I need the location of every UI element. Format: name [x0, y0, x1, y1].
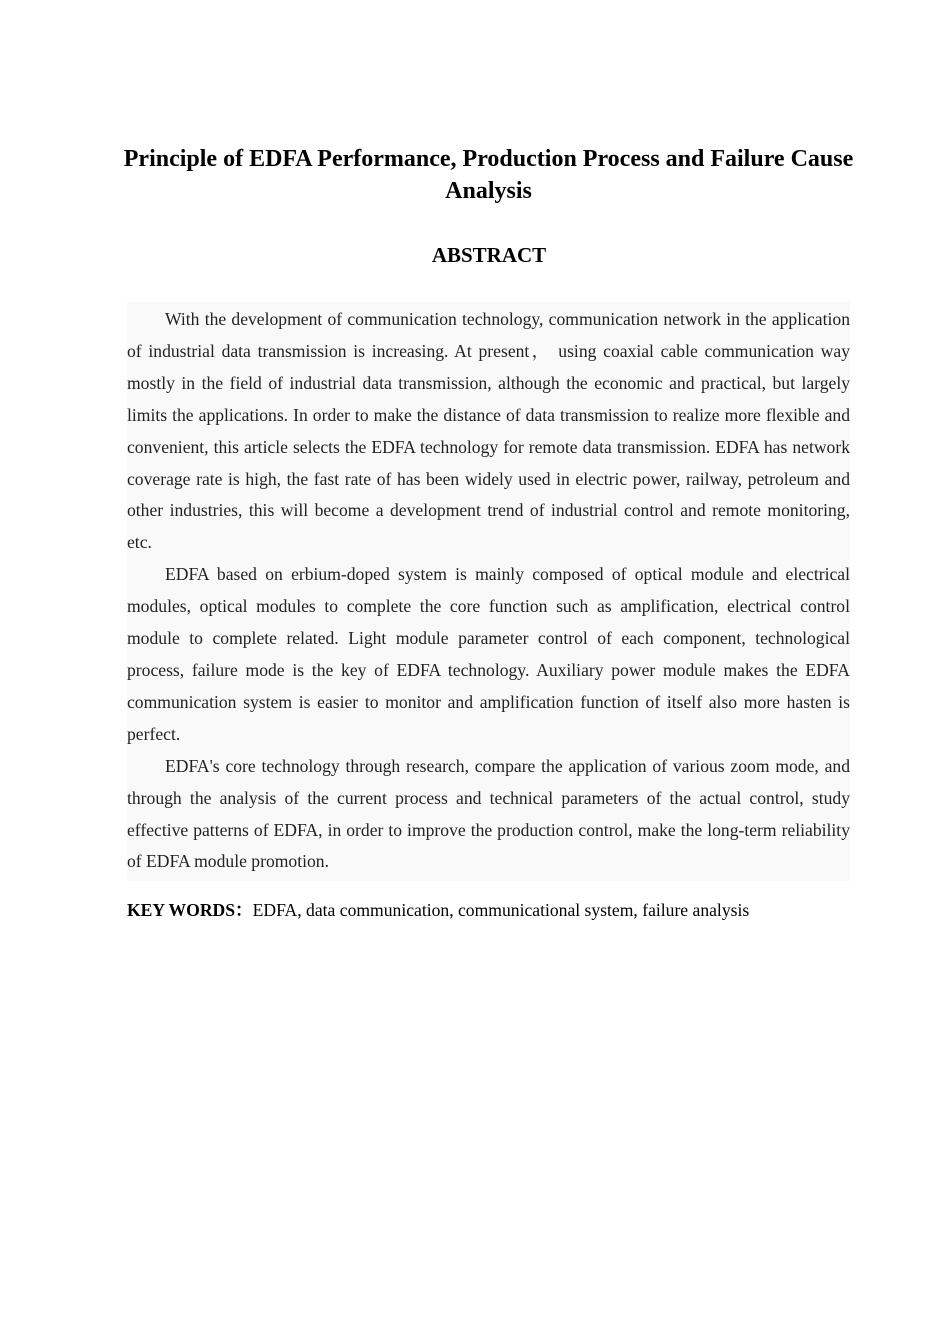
abstract-heading: ABSTRACT: [431, 243, 547, 267]
keywords-line: [127, 896, 867, 924]
abstract-paragraph: EDFA based on erbium-doped system is mainly composed of optical module and electrical modules, optical modules to complete the core function such as amplification, electrical control module to complete related. Light module parameter control of each component, technological process, failure mode is the key of EDFA technology. Auxiliary power module makes the EDFA communication system is easier to monitor and amplification function of itself also more hasten is perfect.: [127, 564, 850, 744]
keywords-list: EDFA, data communication, communicational system, failure analysis: [252, 900, 750, 920]
abstract-paragraph: EDFA's core technology through research, compare the application of various zoom mode, and through the analysis of the current process and technical parameters of the actual control, study effective patterns of EDFA, in order to improve the production control, make the long-term reliability of EDFA module promotion.: [127, 755, 850, 872]
abstract-body: [127, 302, 850, 881]
keywords-label: KEY WORDS：: [127, 900, 253, 920]
abstract-paragraph: With the development of communication technology, communication network in the application of industrial data transmission is increasing. At present， using coaxial cable communication way mostly in the field of industrial data transmission, although the economic and practical, but largely limits the applications. In order to make the distance of data transmission to realize more flexible and convenient, this article selects the EDFA technology for remote data transmission. EDFA has network coverage rate is high, the fast rate of has been widely used in electric power, railway, petroleum and other industries, this will become a development trend of industrial control and remote monitoring, etc.: [127, 309, 850, 553]
document-title: Principle of EDFA Performance, Production Process and Failure Cause Analysis: [123, 146, 854, 204]
